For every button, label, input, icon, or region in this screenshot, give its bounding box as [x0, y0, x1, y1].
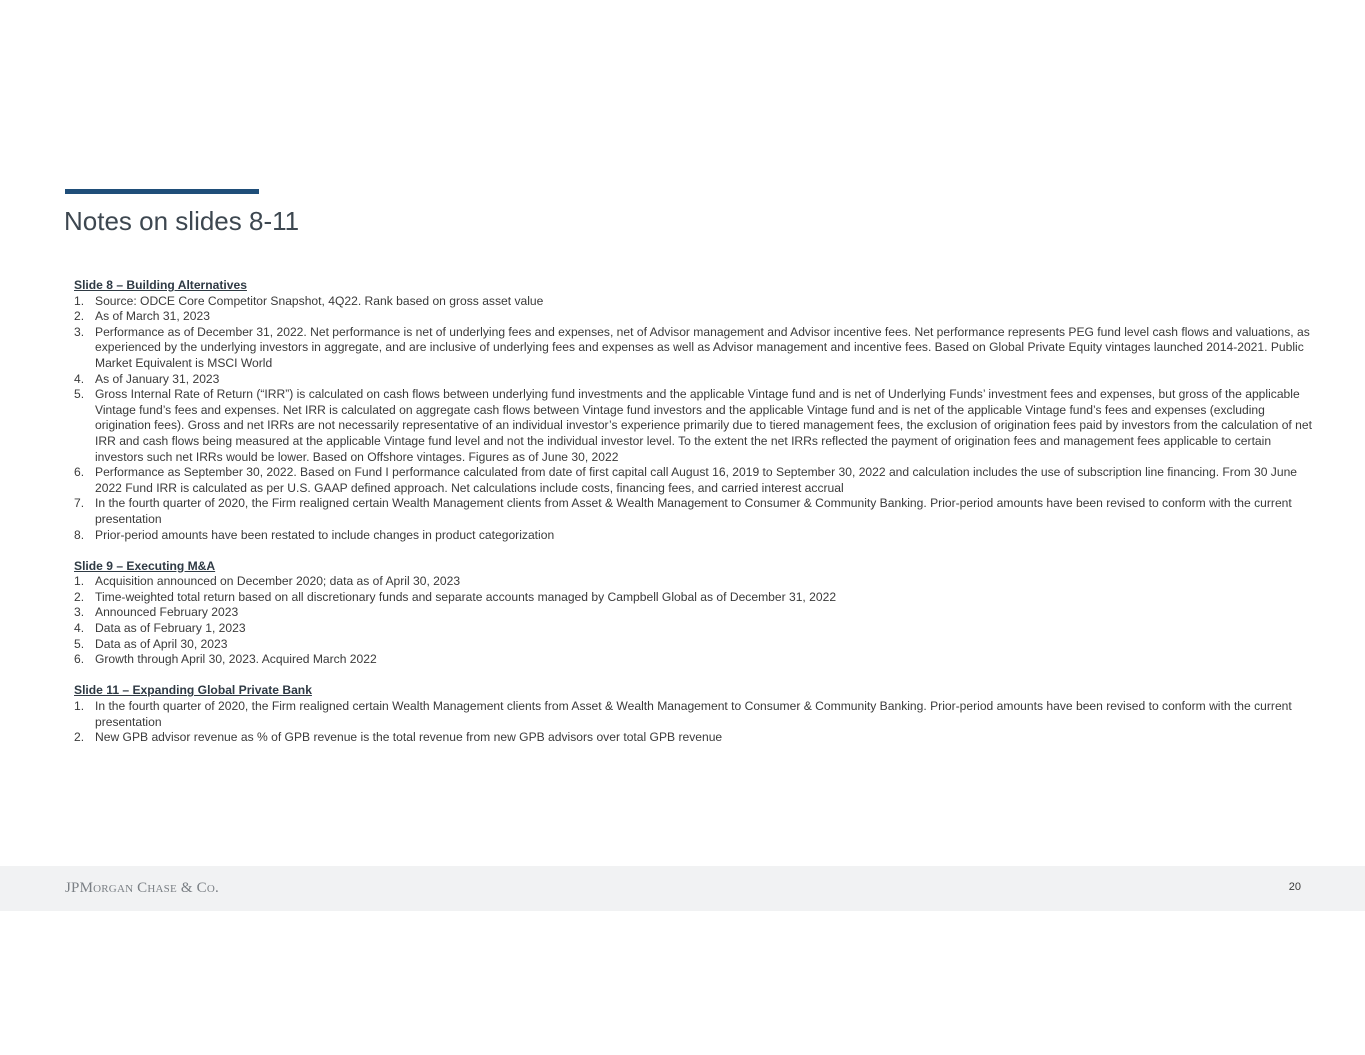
- list-item: [74, 652, 1314, 668]
- notes-list: [74, 574, 1314, 668]
- item-number: 4.: [74, 371, 85, 386]
- notes-section-slide-11: [74, 683, 1314, 745]
- item-text: In the fourth quarter of 2020, the Firm realigned certain Wealth Management clients from Asset & Wealth Management to Consumer & Community Banking. Prior-period amounts have been revised to conform with the current presentation: [95, 496, 1292, 526]
- item-text: Gross Internal Rate of Return (“IRR”) is calculated on cash flows between underlying fund investments and the applicable Vintage fund and is net of Underlying Funds’ investment fees and expenses, but gross of the applicable Vintage fund’s fees and expenses. Net IRR is calculated on aggregate cash flows between Vintage fund investors and the applicable Vintage fund and is net of the applicable Vintage fund’s fees and expenses (excluding origination fees). Gross and net IRRs are not necessarily representative of an individual investor’s experience primarily due to tiered management fees, the exclusion of origination fees paid by investors from the calculation of net IRR and cash flows being measured at the applicable Vintage fund level and not the individual investor level. To the extent the net IRRs reflected the payment of origination fees and management fees applicable to certain investors such net IRRs would be lower. Based on Offshore vintages. Figures as of June 30, 2022: [95, 387, 1312, 464]
- list-item: [74, 294, 1314, 310]
- list-item: [74, 465, 1314, 496]
- list-item: [74, 605, 1314, 621]
- page-title: Notes on slides 8-11: [64, 206, 300, 236]
- item-text: As of January 31, 2023: [95, 371, 220, 386]
- item-text: Time-weighted total return based on all discretionary funds and separate accounts managed by Campbell Global as of December 31, 2022: [95, 589, 837, 604]
- list-item: [74, 496, 1314, 527]
- item-text: Data as of February 1, 2023: [95, 621, 246, 636]
- item-number: 6.: [74, 465, 85, 480]
- item-number: 5.: [74, 636, 85, 651]
- item-number: 4.: [74, 621, 85, 636]
- item-text: Performance as September 30, 2022. Based on Fund I performance calculated from date of first capital call August 16, 2019 to September 30, 2022 and calculation includes the use of subscription line financing. From 30 June 2022 Fund IRR is calculated as per U.S. GAAP defined approach. Net calculations include costs, financing fees, and carried interest accrual: [95, 465, 1298, 495]
- list-item: [74, 528, 1314, 544]
- item-text: Growth through April 30, 2023. Acquired March 2022: [95, 652, 377, 667]
- item-number: 7.: [74, 496, 85, 511]
- item-text: Performance as of December 31, 2022. Net performance is net of underlying fees and expenses, net of Advisor management and Advisor incentive fees. Net performance represents PEG fund level cash flows and valuations, as experienced by the underlying investors in aggregate, and are inclusive of underlying fees and expenses as well as Advisor management and incentive fees. Based on Global Private Equity vintages launched 2014-2021. Public Market Equivalent is MSCI World: [95, 324, 1310, 370]
- list-item: [74, 699, 1314, 730]
- title-accent-bar: [65, 189, 259, 194]
- list-item: [74, 590, 1314, 606]
- section-title: Slide 8 – Building Alternatives: [74, 278, 247, 292]
- notes-section-slide-9: [74, 559, 1314, 668]
- item-number: 1.: [74, 574, 85, 589]
- item-number: 3.: [74, 324, 85, 339]
- item-number: 2.: [74, 589, 85, 604]
- footer-bar: [0, 866, 1365, 911]
- list-item: [74, 621, 1314, 637]
- list-item: [74, 325, 1314, 372]
- item-number: 1.: [74, 293, 85, 308]
- item-number: 6.: [74, 652, 85, 667]
- list-item: [74, 387, 1314, 465]
- item-text: As of March 31, 2023: [95, 309, 210, 324]
- section-title: Slide 11 – Expanding Global Private Bank: [74, 683, 312, 698]
- notes-list: [74, 699, 1314, 746]
- notes-section-slide-8: [74, 278, 1314, 543]
- list-item: [74, 309, 1314, 325]
- item-number: 8.: [74, 527, 85, 542]
- item-text: Data as of April 30, 2023: [95, 636, 228, 651]
- item-text: Announced February 2023: [95, 605, 239, 620]
- item-text: In the fourth quarter of 2020, the Firm realigned certain Wealth Management clients from Asset & Wealth Management to Consumer & Community Banking. Prior-period amounts have been revised to conform with the current presentation: [95, 699, 1292, 729]
- company-logo: JPMorgan Chase & Co.: [65, 880, 219, 896]
- notes-list: [74, 294, 1314, 544]
- section-title: Slide 9 – Executing M&A: [74, 558, 216, 573]
- item-text: Prior-period amounts have been restated to include changes in product categorization: [95, 527, 555, 542]
- item-number: 1.: [74, 699, 85, 714]
- item-number: 2.: [74, 730, 85, 745]
- list-item: [74, 574, 1314, 590]
- item-text: New GPB advisor revenue as % of GPB revenue is the total revenue from new GPB advisors over total GPB revenue: [95, 730, 723, 745]
- item-text: Acquisition announced on December 2020; data as of April 30, 2023: [95, 574, 461, 589]
- list-item: [74, 730, 1314, 746]
- page-number: 20: [1288, 881, 1301, 893]
- list-item: [74, 637, 1314, 653]
- item-text: Source: ODCE Core Competitor Snapshot, 4Q22. Rank based on gross asset value: [95, 293, 544, 308]
- notes-body: [74, 278, 1314, 761]
- item-number: 2.: [74, 309, 85, 324]
- list-item: [74, 372, 1314, 388]
- item-number: 5.: [74, 387, 85, 402]
- item-number: 3.: [74, 605, 85, 620]
